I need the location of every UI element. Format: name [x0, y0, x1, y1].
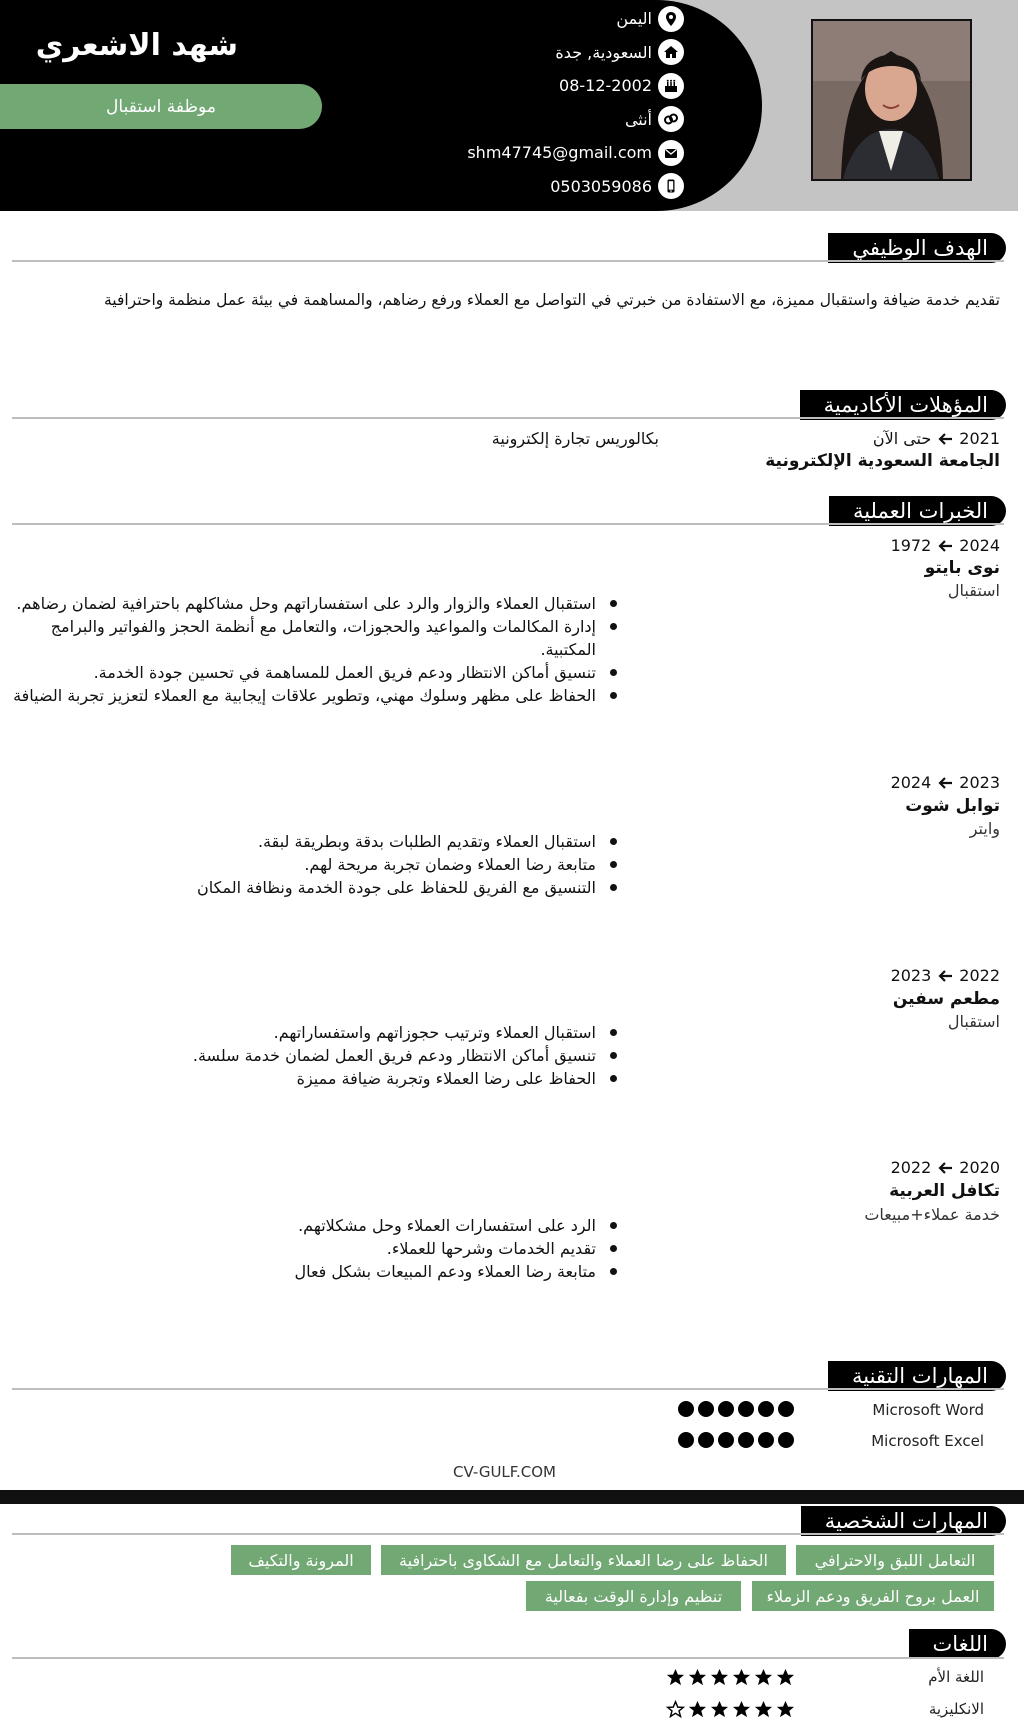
job-3-company: مطعم سفين — [892, 989, 1000, 1009]
personal-skill-tag: تنظيم وإدارة الوقت بفعالية — [526, 1581, 741, 1611]
language-english-label: الانكليزية — [928, 1700, 984, 1718]
job-2-bullets — [197, 830, 618, 899]
education-heading — [800, 390, 1006, 420]
education-end: حتى الآن — [872, 429, 932, 448]
location-icon — [658, 6, 684, 32]
profile-photo — [811, 19, 972, 181]
job-2-start: 2023 — [959, 773, 1000, 792]
education-divider — [12, 417, 1004, 419]
job-1-dates — [891, 536, 1000, 555]
job-3-start: 2022 — [959, 966, 1000, 985]
gender-icon — [658, 106, 684, 132]
arrow-left-icon — [937, 1161, 953, 1175]
job-4-bullet: الرد على استفسارات العملاء وحل مشكلاتهم. — [294, 1214, 596, 1237]
tech-skills-heading-text: المهارات التقنية — [852, 1364, 988, 1388]
objective-divider — [12, 260, 1004, 262]
contact-city-text: السعودية, جدة — [555, 42, 652, 62]
languages-heading-text: اللغات — [932, 1632, 988, 1656]
education-degree: بكالوريس تجارة إلكترونية — [491, 429, 659, 448]
rating-dot — [698, 1401, 714, 1417]
experience-heading-text: الخبرات العملية — [852, 499, 988, 523]
job-2-bullet: استقبال العملاء وتقديم الطلبات بدقة وبطريقة لبقة. — [197, 830, 596, 853]
job-title-badge — [0, 84, 322, 129]
job-4-bullets — [294, 1214, 618, 1283]
skill-excel-rating — [678, 1432, 794, 1448]
tech-skills-divider — [12, 1388, 1004, 1390]
language-native-label: اللغة الأم — [928, 1668, 984, 1686]
job-1-bullets — [6, 592, 618, 707]
skill-word-rating — [678, 1401, 794, 1417]
experience-divider — [12, 523, 1004, 525]
footer-watermark: CV-GULF.COM — [453, 1463, 556, 1481]
skill-word-label: Microsoft Word — [872, 1401, 984, 1419]
profile-photo-illustration — [813, 21, 970, 179]
star-filled-icon — [732, 1668, 751, 1687]
rating-dot — [778, 1401, 794, 1417]
personal-skill-tag: التعامل اللبق والاحترافي — [796, 1545, 994, 1575]
rating-dot — [778, 1432, 794, 1448]
job-2-bullet: متابعة رضا العملاء وضمان تجربة مريحة لهم. — [197, 853, 596, 876]
job-3-bullet: تنسيق أماكن الانتظار ودعم فريق العمل لضمان خدمة سلسة. — [192, 1046, 596, 1065]
education-dates — [873, 429, 1000, 448]
education-heading-text: المؤهلات الأكاديمية — [823, 393, 988, 417]
contact-phone — [344, 170, 684, 204]
arrow-left-icon — [937, 969, 953, 983]
star-filled-icon — [688, 1700, 707, 1719]
contact-gender — [344, 103, 684, 137]
contact-email-text[interactable]: shm47745@gmail.com — [467, 143, 652, 163]
job-4-bullet: متابعة رضا العملاء ودعم المبيعات بشكل فعال — [294, 1262, 596, 1281]
job-3-role: استقبال — [947, 1012, 1000, 1031]
job-4-start: 2020 — [959, 1158, 1000, 1177]
personal-skills-heading-text: المهارات الشخصية — [824, 1509, 988, 1533]
contact-birthdate-text: 08-12-2002 — [559, 76, 652, 96]
personal-skill-tag: العمل بروح الفريق ودعم الزملاء — [752, 1581, 994, 1611]
job-1-start: 2024 — [959, 536, 1000, 555]
job-4-company: تكافل العربية — [889, 1181, 1000, 1201]
job-4-bullet: تقديم الخدمات وشرحها للعملاء. — [294, 1237, 596, 1260]
contact-gender-text: أنثى — [624, 109, 652, 129]
tech-skills-heading — [828, 1361, 1006, 1391]
languages-divider — [12, 1657, 1004, 1659]
star-filled-icon — [710, 1668, 729, 1687]
language-native-rating — [666, 1668, 795, 1687]
language-english-rating — [666, 1700, 795, 1719]
rating-dot — [738, 1401, 754, 1417]
job-2-end: 2024 — [890, 773, 932, 792]
job-2-role: وايتر — [969, 819, 1000, 838]
job-4-role: خدمة عملاء+مبيعات — [864, 1205, 1000, 1224]
objective-heading-text: الهدف الوظيفي — [852, 236, 988, 260]
rating-dot — [698, 1432, 714, 1448]
rating-dot — [718, 1401, 734, 1417]
job-1-bullet: تنسيق أماكن الانتظار ودعم فريق العمل للمساهمة في تحسين جودة الخدمة. — [6, 661, 596, 684]
objective-heading — [828, 233, 1006, 263]
contact-city — [344, 36, 684, 70]
rating-dot — [678, 1401, 694, 1417]
star-filled-icon — [776, 1668, 795, 1687]
personal-skills-heading — [801, 1506, 1006, 1536]
experience-heading — [829, 496, 1006, 526]
personal-skill-tag: الحفاظ على رضا العملاء والتعامل مع الشكاوى باحترافية — [381, 1545, 786, 1575]
job-1-bullet: الحفاظ على مظهر وسلوك مهني، وتطوير علاقات إيجابية مع العملاء لتعزيز تجربة الضيافة — [6, 684, 596, 707]
job-2-company: توابل شوت — [905, 796, 1000, 816]
job-3-bullet: استقبال العملاء وترتيب حجوزاتهم واستفساراتهم. — [193, 1021, 596, 1044]
job-1-end: 1972 — [890, 536, 932, 555]
contact-birthdate — [344, 69, 684, 103]
arrow-left-icon — [937, 539, 953, 553]
job-1-bullet: إدارة المكالمات والمواعيد والحجوزات، والتعامل مع أنظمة الحجز والفواتير والبرامج المكتبية. — [36, 615, 596, 661]
star-filled-icon — [754, 1668, 773, 1687]
page-break-bar — [0, 1490, 1024, 1504]
job-1-role: استقبال — [947, 581, 1000, 600]
contact-country — [344, 2, 684, 36]
languages-heading — [909, 1629, 1006, 1659]
candidate-name: شهد الاشعري — [35, 28, 238, 63]
arrow-left-icon — [937, 432, 953, 446]
rating-dot — [718, 1432, 734, 1448]
job-4-end: 2022 — [890, 1158, 932, 1177]
job-1-company: نوى بايتو — [924, 558, 1000, 578]
star-filled-icon — [688, 1668, 707, 1687]
rating-dot — [758, 1401, 774, 1417]
star-filled-icon — [666, 1668, 685, 1687]
birthday-cake-icon — [658, 73, 684, 99]
email-icon — [658, 140, 684, 166]
home-icon — [658, 39, 684, 65]
star-filled-icon — [732, 1700, 751, 1719]
phone-icon — [658, 173, 684, 199]
job-3-end: 2023 — [890, 966, 932, 985]
rating-dot — [678, 1432, 694, 1448]
rating-dot — [738, 1432, 754, 1448]
job-3-bullets — [193, 1021, 618, 1090]
star-filled-icon — [776, 1700, 795, 1719]
arrow-left-icon — [937, 776, 953, 790]
education-institution: الجامعة السعودية الإلكترونية — [765, 451, 1000, 471]
skill-excel-label: Microsoft Excel — [871, 1432, 984, 1450]
education-start: 2021 — [959, 429, 1000, 448]
objective-text: تقديم خدمة ضيافة واستقبال مميزة، مع الاستفادة من خبرتي في التواصل مع العملاء ورفع رضاهم، والمساهمة في بيئة عمل منظمة واحترافية — [103, 291, 1000, 309]
job-3-dates — [891, 966, 1000, 985]
contact-phone-text[interactable]: 0503059086 — [550, 176, 652, 196]
job-2-bullet: التنسيق مع الفريق للحفاظ على جودة الخدمة ونظافة المكان — [197, 878, 596, 897]
personal-skill-tag: المرونة والتكيف — [231, 1545, 371, 1575]
job-2-dates — [891, 773, 1000, 792]
job-4-dates — [891, 1158, 1000, 1177]
star-filled-icon — [710, 1700, 729, 1719]
star-empty-icon — [666, 1700, 685, 1719]
job-title: موظفة استقبال — [106, 96, 216, 117]
contact-country-text: اليمن — [616, 9, 652, 29]
star-filled-icon — [754, 1700, 773, 1719]
contact-email — [344, 136, 684, 170]
job-3-bullet: الحفاظ على رضا العملاء وتجربة ضيافة مميزة — [193, 1067, 596, 1090]
job-1-bullet: استقبال العملاء والزوار والرد على استفساراتهم وحل مشاكلهم باحترافية لضمان رضاهم. — [6, 592, 596, 615]
rating-dot — [758, 1432, 774, 1448]
personal-skills-divider — [12, 1533, 1004, 1535]
contact-list — [344, 2, 684, 203]
